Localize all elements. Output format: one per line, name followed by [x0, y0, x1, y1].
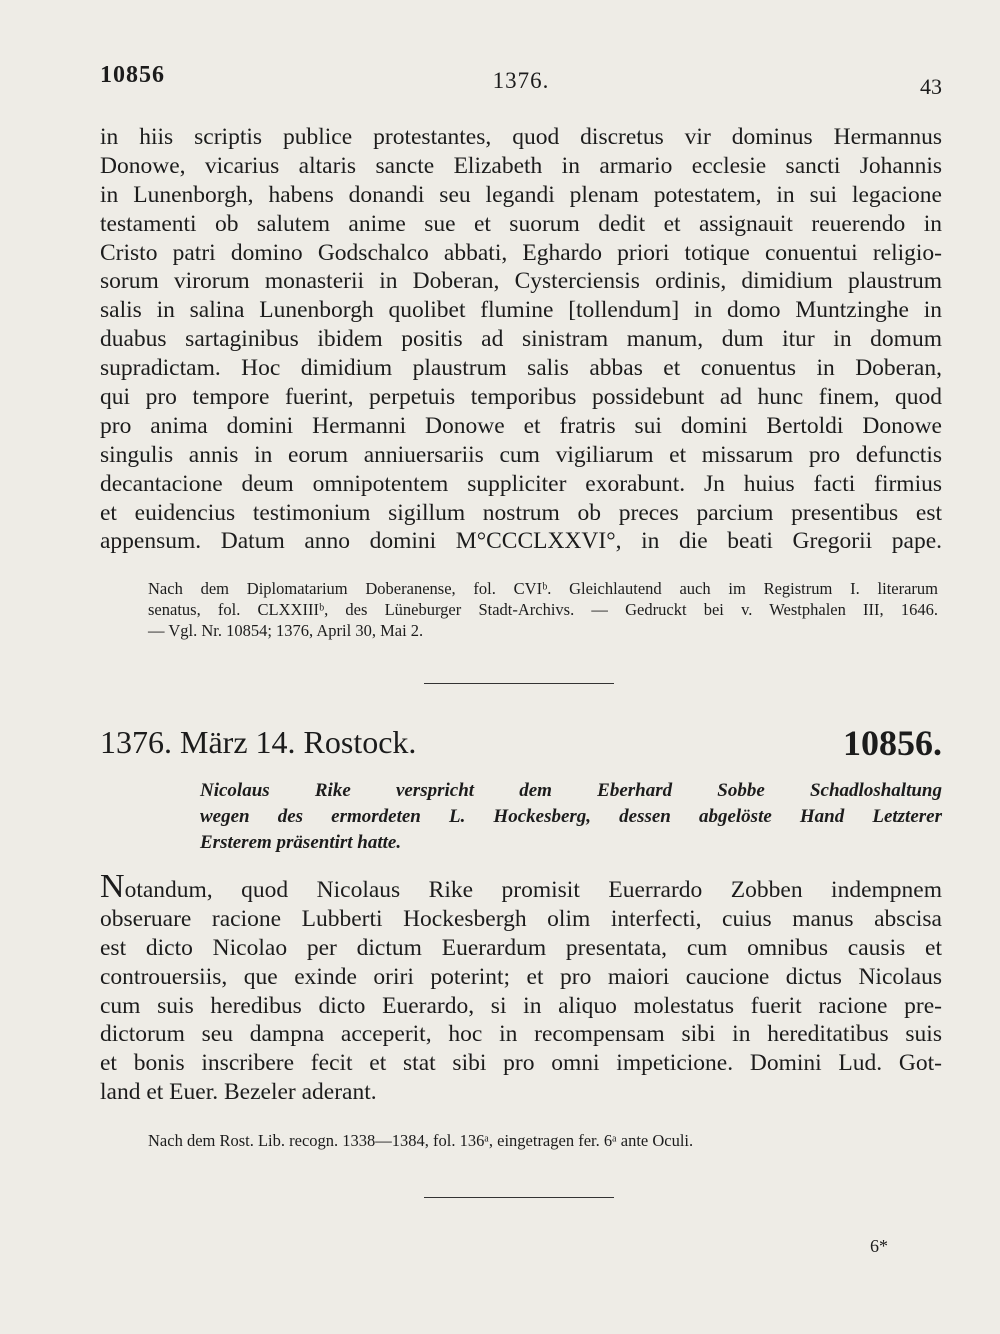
text-line: testamenti ob salutem anime sue et suorum dedit et assignauit reuerendo in — [100, 210, 942, 237]
text-line: appensum. Datum anno domini M°CCCLXXVI°, in die beati Gregorii pape. — [100, 528, 942, 555]
document-text — [100, 868, 942, 1107]
running-head-year: 1376. — [492, 68, 550, 93]
text-line: et euidencius testimonium sigillum nostrum ob preces parcium presentibus est — [100, 499, 942, 526]
source-note-2 — [148, 1130, 938, 1151]
text-line: decantacione deum omnipotentem suppliciter exorabunt. Jn huius facti firmius — [100, 470, 942, 497]
page-number: 43 — [920, 74, 942, 99]
text-line: dictorum seu dampna acceperit, hoc in recompensam sibi in hereditatibus suis — [100, 1021, 942, 1048]
text-line: est dicto Nicolao per dictum Euerardum presentata, cum omnibus causis et — [100, 934, 942, 961]
abstract-line: wegen des ermordeten L. Hockesberg, dessen abgelöste Hand Letzterer — [200, 806, 942, 827]
text-line: duabus sartaginibus ibidem positis ad sinistram manum, dum itur in domum — [100, 326, 942, 353]
document-text-continued — [100, 123, 942, 556]
document-abstract — [200, 778, 942, 856]
document-heading — [100, 722, 942, 766]
note-line: Nach dem Diplomatarium Doberanense, fol. CVIᵇ. Gleichlautend auch im Registrum I. literarum — [148, 579, 938, 598]
text-line: sorum virorum monasterii in Doberan, Cysterciensis ordinis, dimidium plaustrum — [100, 268, 942, 295]
text-line-first — [100, 868, 942, 905]
document-number: 10856. — [843, 723, 942, 763]
text-line: cum suis heredibus dicto Euerardo, si in aliquo molestatus fuerit racione pre- — [100, 992, 942, 1019]
text-line-rest: otandum, quod Nicolaus Rike promisit Euerrardo Zobben indempnem — [124, 877, 942, 903]
note-line: — Vgl. Nr. 10854; 1376, April 30, Mai 2. — [148, 621, 424, 640]
text-line: obseruare racione Lubberti Hockesbergh olim interfecti, cuius manus abscisa — [100, 905, 942, 932]
text-line: Cristo patri domino Godschalco abbati, Eghardo priori totique conuentui religio- — [100, 239, 942, 266]
source-note — [148, 578, 938, 641]
end-divider — [424, 1197, 614, 1198]
note-line: Nach dem Rost. Lib. recogn. 1338—1384, fol. 136ᵃ, eingetragen fer. 6ᵃ ante Oculi. — [148, 1131, 694, 1150]
running-head — [100, 62, 942, 102]
text-line: controuersiis, que exinde oriri poterint; et pro maiori caucione dictus Nicolaus — [100, 963, 942, 990]
document-date-place: 1376. März 14. Rostock. — [100, 724, 417, 760]
text-line: Donowe, vicarius altaris sancte Elizabeth in armario ecclesie sancti Johannis — [100, 152, 942, 179]
section-divider — [424, 683, 614, 684]
text-line: in hiis scriptis publice protestantes, quod discretus vir dominus Hermannus — [100, 124, 942, 150]
text-line: supradictam. Hoc dimidium plaustrum salis abbas et conuentus in Doberan, — [100, 355, 942, 382]
abstract-line: Nicolaus Rike verspricht dem Eberhard Sobbe Schadloshaltung — [200, 780, 942, 801]
text-line: in Lunenborgh, habens donandi seu legandi plenam potestatem, in sui legacione — [100, 181, 942, 208]
signature-mark: 6* — [870, 1236, 888, 1256]
text-line: pro anima domini Hermanni Donowe et fratris sui domini Bertoldi Donowe — [100, 412, 942, 439]
text-line: et bonis inscribere fecit et stat sibi pro omni impeticione. Domini Lud. Got- — [100, 1050, 942, 1077]
text-line: salis in salina Lunenborgh quolibet flumine [tollendum] in domo Muntzinghe in — [100, 297, 942, 324]
text-line: land et Euer. Bezeler aderant. — [100, 1079, 377, 1106]
note-line: senatus, fol. CLXXIIIᵇ, des Lüneburger Stadt-Archivs. — Gedruckt bei v. Westphalen III, 1646. — [148, 600, 938, 619]
drop-capital: N — [100, 868, 125, 905]
running-head-doc-number: 10856 — [100, 62, 165, 88]
text-line: singulis annis in eorum anniuersariis cum vigiliarum et missarum pro defunctis — [100, 441, 942, 468]
abstract-line: Ersterem präsentirt hatte. — [200, 832, 402, 853]
text-line: qui pro tempore fuerint, perpetuis temporibus possidebunt ad hunc finem, quod — [100, 384, 942, 411]
